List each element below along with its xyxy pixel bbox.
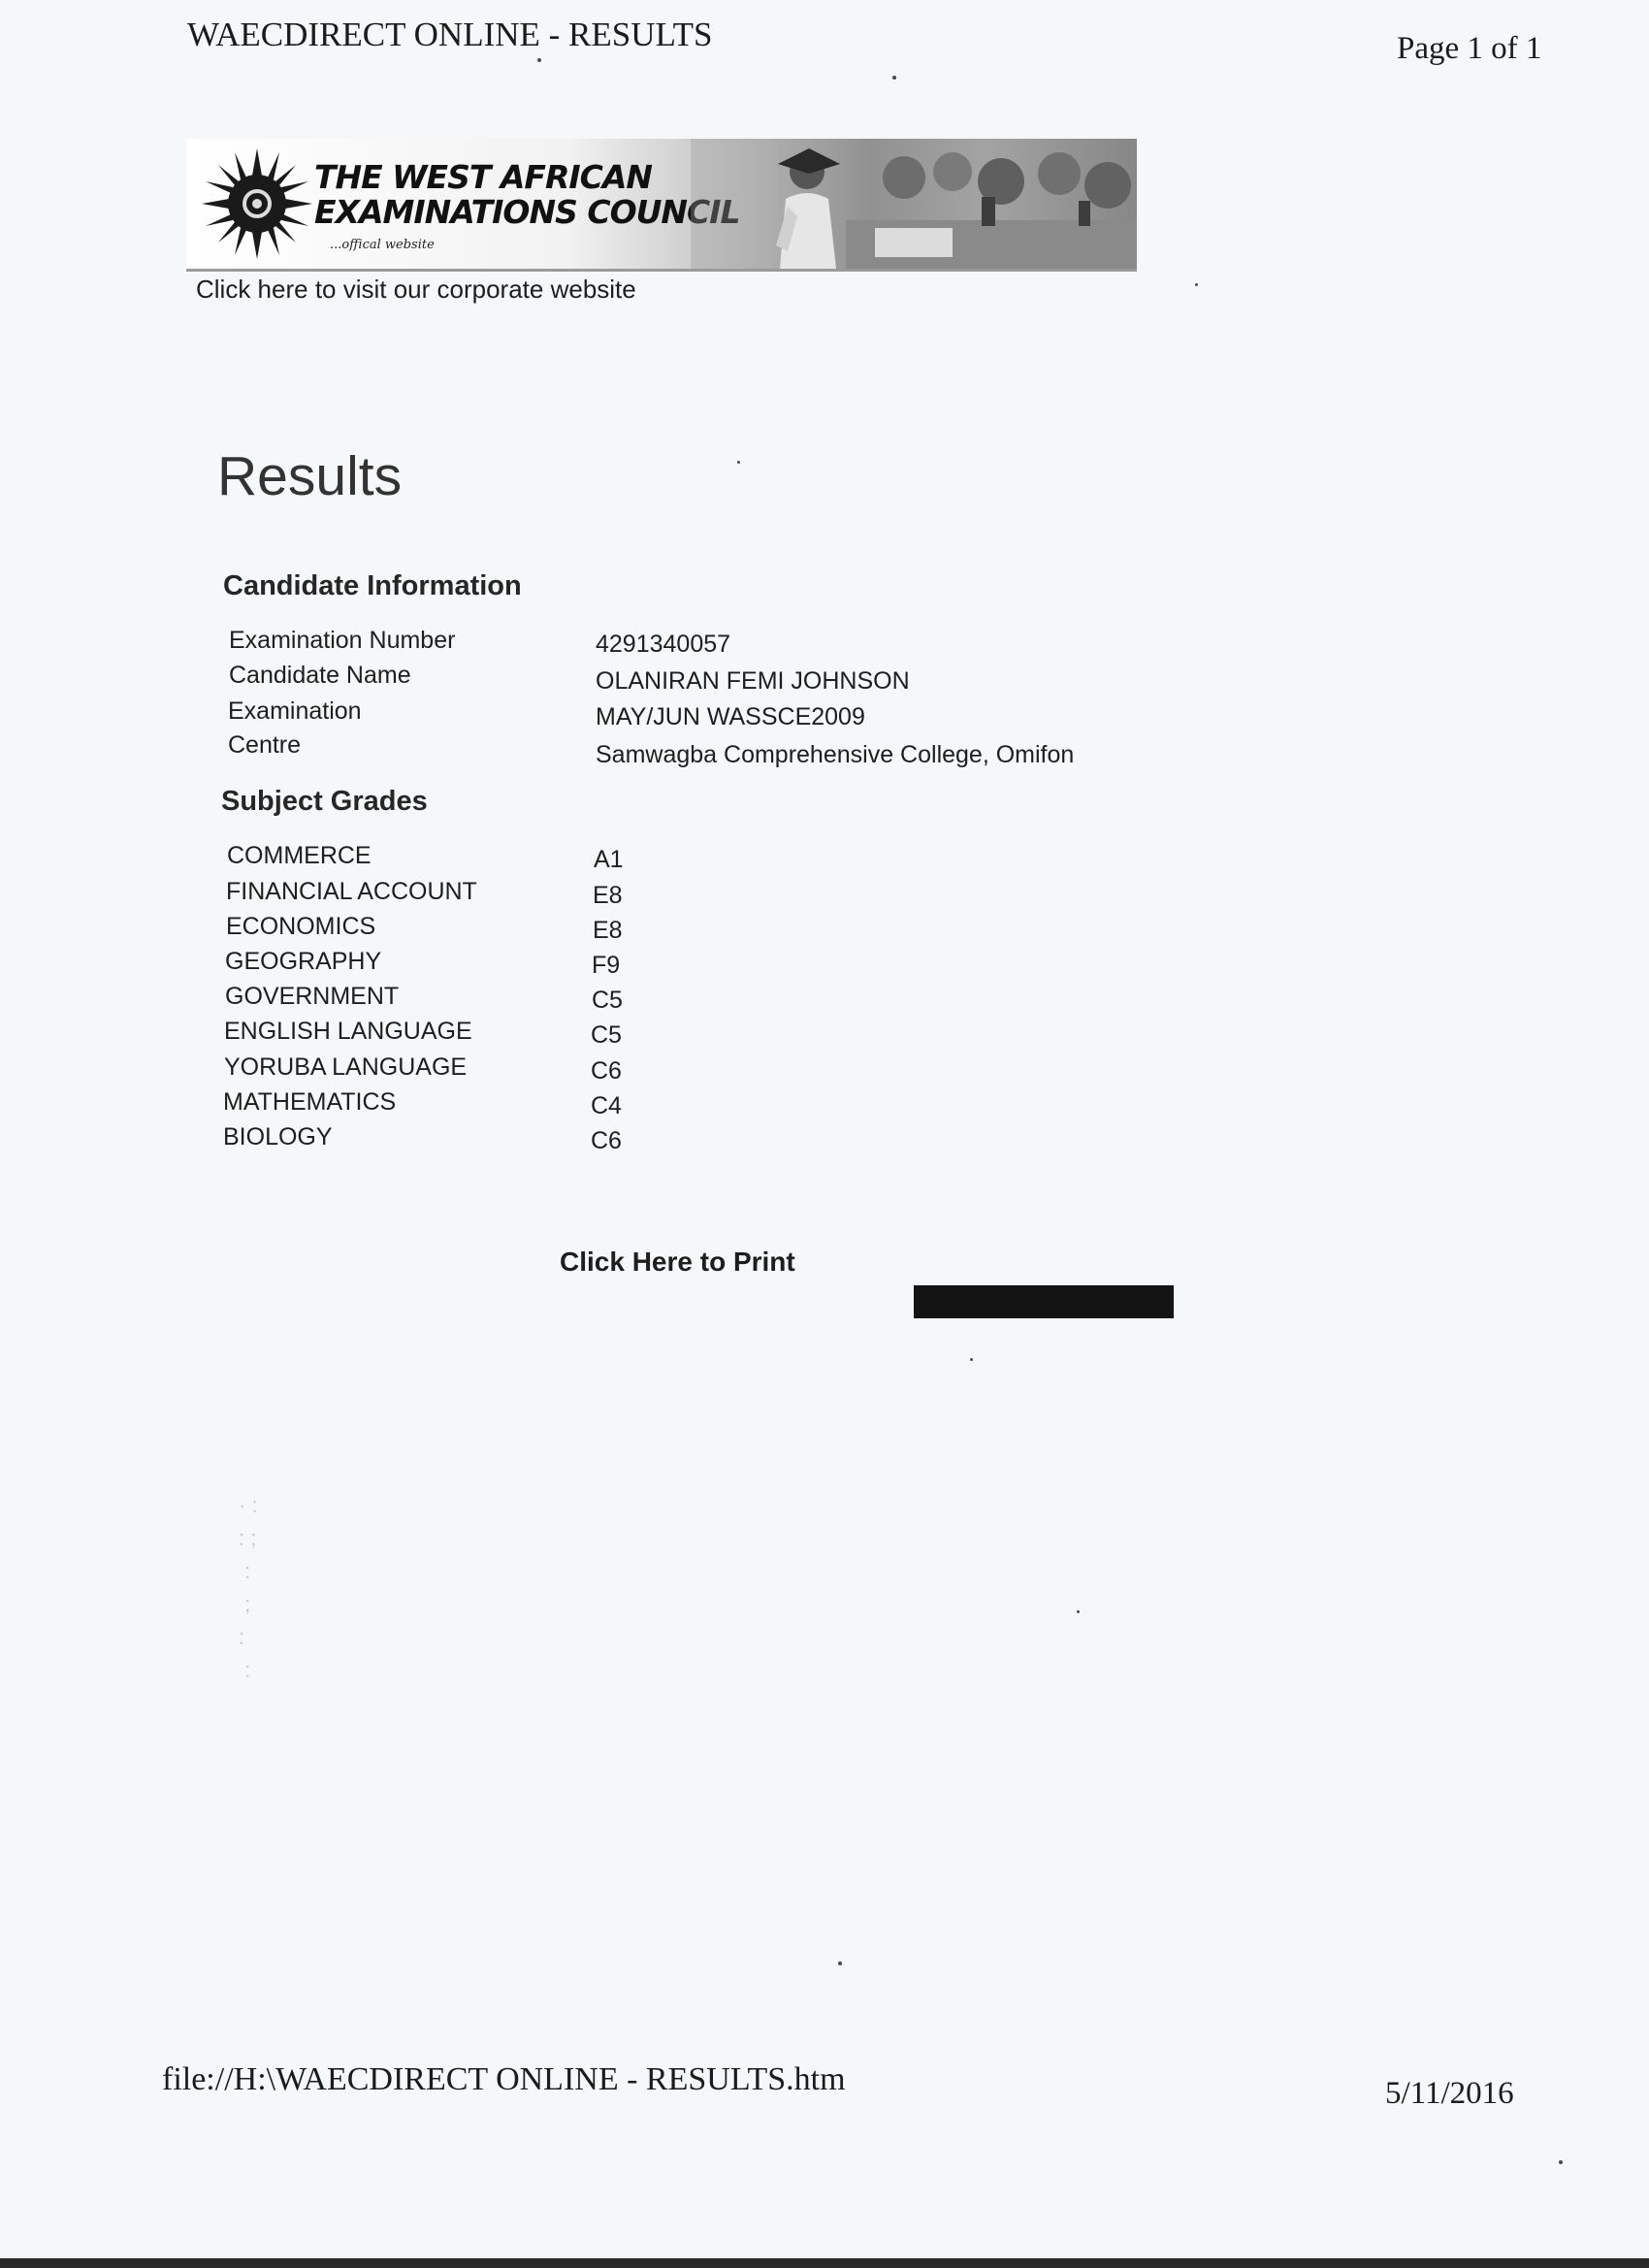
subject-name: ECONOMICS (226, 913, 376, 940)
info-value: Samwagba Comprehensive College, Omifon (596, 741, 1075, 768)
scan-speck (838, 1961, 842, 1965)
subject-name: FINANCIAL ACCOUNT (226, 878, 477, 905)
info-label: Examination (228, 697, 362, 725)
banner-line-2: EXAMINATIONS COUNCIL (314, 193, 740, 231)
scan-speck (537, 58, 541, 62)
subject-grade: C5 (591, 1021, 622, 1049)
scan-edge (0, 2258, 1649, 2268)
scan-speck (1559, 2160, 1563, 2164)
scan-speck (892, 76, 896, 80)
redacted-block (914, 1285, 1174, 1318)
waec-emblem-icon (198, 145, 316, 263)
info-label: Centre (228, 731, 302, 759)
waec-banner[interactable] (186, 139, 1137, 272)
info-label: Candidate Name (229, 662, 411, 689)
print-header-page-number: Page 1 of 1 (1397, 31, 1542, 66)
subject-name: YORUBA LANGUAGE (224, 1053, 468, 1081)
subject-name: GOVERNMENT (225, 983, 400, 1010)
subject-name: GEOGRAPHY (225, 948, 382, 975)
subject-name: BIOLOGY (223, 1123, 333, 1150)
subject-grade: C4 (591, 1092, 622, 1119)
subject-grade: C5 (592, 987, 623, 1014)
info-value: MAY/JUN WASSCE2009 (596, 703, 865, 730)
candidate-info-heading: Candidate Information (223, 570, 522, 601)
subject-grades-heading: Subject Grades (221, 786, 428, 817)
banner-line-1: THE WEST AFRICAN (314, 158, 653, 196)
corporate-website-link[interactable]: Click here to visit our corporate website (196, 275, 636, 304)
bleed-through-marks: · : : ; : ; : : (239, 1493, 258, 1682)
info-label: Examination Number (229, 627, 456, 654)
scan-speck (737, 461, 740, 464)
print-footer-date: 5/11/2016 (1385, 2076, 1514, 2111)
subject-grade: E8 (593, 917, 623, 944)
print-button[interactable]: Click Here to Print (560, 1247, 795, 1277)
print-header-title: WAECDIRECT ONLINE - RESULTS (187, 16, 713, 53)
subject-grade: E8 (593, 882, 623, 909)
banner-tagline: ...offical website (330, 238, 435, 252)
page-title: Results (217, 445, 403, 507)
graduate-photo (691, 139, 1137, 269)
info-value: 4291340057 (596, 631, 731, 658)
subject-grade: C6 (591, 1057, 622, 1085)
subject-name: ENGLISH LANGUAGE (224, 1018, 472, 1045)
subject-name: COMMERCE (227, 842, 372, 869)
info-value: OLANIRAN FEMI JOHNSON (596, 667, 910, 695)
subject-grade: A1 (594, 846, 624, 873)
scan-speck (1077, 1610, 1080, 1613)
banner-council-name (314, 160, 740, 230)
scan-speck (970, 1358, 973, 1361)
scan-speck (1195, 283, 1198, 286)
subject-name: MATHEMATICS (223, 1088, 397, 1116)
print-footer-file-path: file://H:\WAECDIRECT ONLINE - RESULTS.htm (162, 2061, 846, 2097)
subject-grade: F9 (592, 952, 621, 979)
subject-grade: C6 (591, 1127, 622, 1154)
